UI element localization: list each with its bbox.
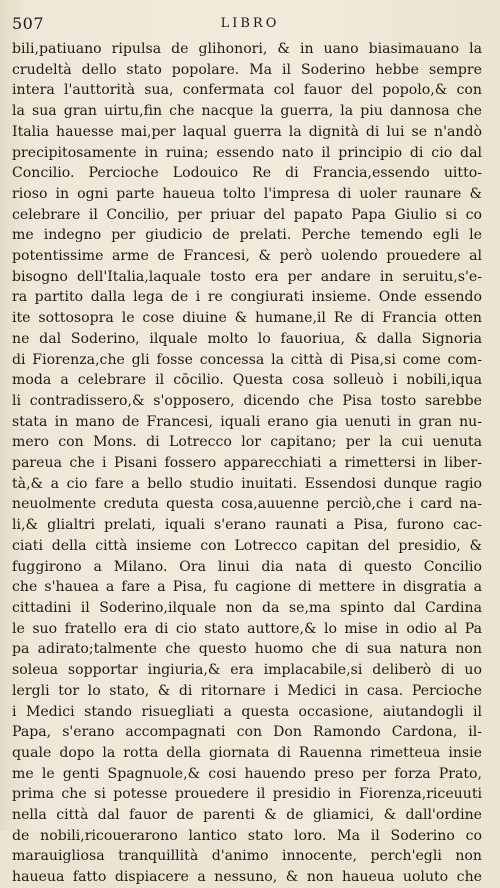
text-line: di Fiorenza,che gli fosse concessa la città di Pisa,si come com- xyxy=(12,351,482,368)
text-line: Concilio. Percioche Lodouico Re di Francia,essendo uitto- xyxy=(12,165,482,182)
text-line: precipitosamente in ruina; essendo nato il principio di cio dal xyxy=(12,144,482,161)
text-line: marauigliosa tranquillità d'animo innocente, perch'egli non xyxy=(12,848,482,865)
page-number: 507 xyxy=(12,14,45,33)
text-line: ra partito dalla lega de i re congiurati insieme. Onde essendo xyxy=(12,289,482,306)
text-line: li,& glialtri prelati, iquali s'erano raunati a Pisa, furono cac- xyxy=(12,517,482,534)
text-line: de nobili,ricouerarono lantico stato loro. Ma il Soderino co xyxy=(12,827,482,844)
text-line: lergli tor lo stato, & di ritornare i Medici in casa. Percioche xyxy=(12,682,482,699)
text-line: intera l'auttorità sua, confermata col fauor del popolo,& con xyxy=(12,82,482,99)
text-line: me le genti Spagnuole,& cosi hauendo preso per forza Prato, xyxy=(12,765,482,782)
text-line: che s'hauea a fare a Pisa, fu cagione di mettere in disgratia a xyxy=(12,579,482,596)
text-line: ne dal Soderino, ilquale molto lo fauoriua, & dalla Signoria xyxy=(12,330,482,347)
text-line: bili,patiuano ripulsa de glihonori, & in uano biasimauano la xyxy=(12,41,482,57)
text-line: prima che si potesse prouedere il presidio in Fiorenza,riceuuti xyxy=(12,786,482,803)
text-line: tà,& a cio fare a bello studio inuitati. Essendosi dunque ragio xyxy=(12,475,482,492)
text-line: quale dopo la rotta della giornata di Rauenna rimetteua insie xyxy=(12,744,482,761)
text-line: neuolmente creduta questa cosa,auuenne perciò,che i card na- xyxy=(12,496,482,513)
text-line: Italia hauesse mai,per laqual guerra la dignità di lui se n'andò xyxy=(12,123,482,140)
text-line: soleua sopportar ingiuria,& era implacabile,si deliberò di uo xyxy=(12,662,482,679)
text-line: potentissime arme de Francesi, & però uolendo prouedere al xyxy=(12,248,482,265)
page-header xyxy=(12,14,488,36)
text-line: ite sottosopra le cose diuine & humane,il Re di Francia otten xyxy=(12,310,482,327)
text-line: le suo fratello era di cio stato auttore,& lo mise in odio al Pa xyxy=(12,620,482,637)
text-line: crudeltà dello stato popolare. Ma il Soderino hebbe sempre xyxy=(12,61,482,78)
text-line: celebrare il Concilio, per priuar del papato Papa Giulio si co xyxy=(12,206,482,223)
text-line: nella città dal fauor de parenti & de gliamici, & dall'ordine xyxy=(12,807,482,824)
text-line: me indegno per giudicio de prelati. Perche temendo egli le xyxy=(12,227,482,244)
text-line: fuggirono a Milano. Ora linui dia nata di questo Concilio xyxy=(12,558,482,575)
text-line: li contradissero,& s'opposero, dicendo che Pisa tosto sarebbe xyxy=(12,392,482,409)
text-line: haueua fatto dispiacere a nessuno, & non haueua uoluto che xyxy=(12,869,482,886)
text-line: Papa, s'erano accompagnati con Don Ramondo Cardona, il- xyxy=(12,724,482,741)
text-line: moda a celebrare il cōcilio. Questa cosa solleuò i nobili,iqua xyxy=(12,372,482,389)
text-line: stata in mano de Francesi, iquali erano gia uenuti in gran nu- xyxy=(12,413,482,430)
body-text xyxy=(12,39,482,888)
text-line: pa adirato;talmente che questo huomo che di sua natura non xyxy=(12,641,482,658)
text-line: ciati della città insieme con Lotrecco capitan del presidio, & xyxy=(12,537,482,554)
text-line: pareua che i Pisani fossero apparecchiati a rimettersi in liber- xyxy=(12,455,482,472)
text-line: bisogno dell'Italia,laquale tosto era per andare in seruitu,s'e- xyxy=(12,268,482,285)
running-head: LIBRO xyxy=(220,16,280,31)
text-line: i Medici stando risuegliati a questa occasione, aiutandogli il xyxy=(12,703,482,720)
text-line: cittadini il Soderino,ilquale non da se,ma spinto dal Cardina xyxy=(12,599,482,616)
text-line: rioso in ogni parte haueua tolto l'impresa di uoler raunare & xyxy=(12,185,482,202)
text-line: mero con Mons. di Lotrecco lor capitano; per la cui uenuta xyxy=(12,434,482,451)
text-line: la sua gran uirtu,fin che nacque la guerra, la piu dannosa che xyxy=(12,103,482,120)
